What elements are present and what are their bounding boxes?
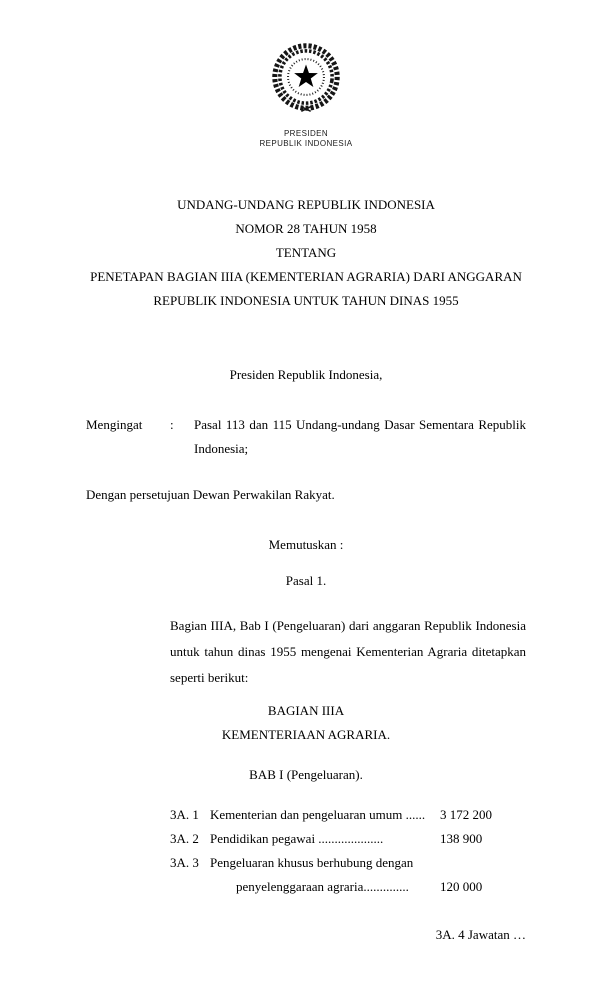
budget-row — [170, 827, 526, 851]
seal-caption-republik-indonesia: REPUBLIK INDONESIA — [259, 139, 353, 148]
budget-row — [170, 851, 526, 875]
salutation-line: Presiden Republik Indonesia, — [229, 367, 383, 382]
law-title-line5: REPUBLIK INDONESIA UNTUK TAHUN DINAS 1955 — [153, 293, 459, 308]
persetujuan-line: Dengan persetujuan Dewan Perwakilan Rakyat. — [86, 487, 335, 502]
law-title-line2: NOMOR 28 TAHUN 1958 — [235, 221, 377, 236]
document-body — [0, 413, 612, 947]
budget-amount — [440, 851, 526, 875]
budget-code — [170, 875, 210, 899]
mengingat-label: Mengingat — [86, 417, 143, 432]
law-title-block — [0, 193, 612, 313]
seal-caption-presiden: PRESIDEN — [283, 129, 329, 138]
budget-label: Pendidikan pegawai .................... — [210, 831, 384, 846]
budget-code: 3A. 1 — [170, 807, 199, 822]
mengingat-clause — [86, 413, 526, 461]
seal-caption — [0, 129, 612, 149]
memutuskan-heading: Memutuskan : — [268, 537, 344, 552]
budget-label: penyelenggaraan agraria.............. — [236, 879, 409, 894]
pasal-1-heading: Pasal 1. — [285, 573, 327, 588]
budget-code: 3A. 2 — [170, 831, 199, 846]
pasal-1-body: Bagian IIIA, Bab I (Pengeluaran) dari anggaran Republik Indonesia untuk tahun dinas 1955 mengenai Kementerian Agraria ditetapkan seperti berikut: — [170, 618, 526, 685]
budget-label: Kementerian dan pengeluaran umum ...... — [210, 807, 426, 822]
budget-row — [170, 803, 526, 827]
star-icon — [294, 65, 318, 88]
budget-label: Pengeluaran khusus berhubung dengan — [210, 855, 414, 870]
law-title-line3: TENTANG — [275, 245, 337, 260]
seal-block — [0, 0, 612, 149]
section-headings — [86, 699, 526, 747]
budget-amount: 138 900 — [440, 831, 483, 846]
kementerian-heading: KEMENTERIAAN AGRARIA. — [221, 727, 391, 742]
law-title-line4: PENETAPAN BAGIAN IIIA (KEMENTERIAN AGRARIA) DARI ANGGARAN — [90, 269, 522, 284]
state-seal-icon — [267, 38, 345, 116]
law-title-line1: UNDANG-UNDANG REPUBLIK INDONESIA — [177, 197, 435, 212]
budget-amount: 3 172 200 — [440, 807, 492, 822]
budget-row-continuation — [170, 875, 526, 899]
budget-amount: 120 000 — [440, 879, 483, 894]
budget-table — [170, 803, 526, 899]
mengingat-text: Pasal 113 dan 115 Undang-undang Dasar Sementara Republik Indonesia; — [194, 417, 526, 456]
budget-code: 3A. 3 — [170, 855, 199, 870]
bab-heading: BAB I (Pengeluaran). — [249, 767, 363, 782]
mengingat-colon: : — [170, 417, 174, 432]
page-catchword: 3A. 4 Jawatan … — [435, 927, 526, 942]
bagian-heading: BAGIAN IIIA — [267, 703, 345, 718]
